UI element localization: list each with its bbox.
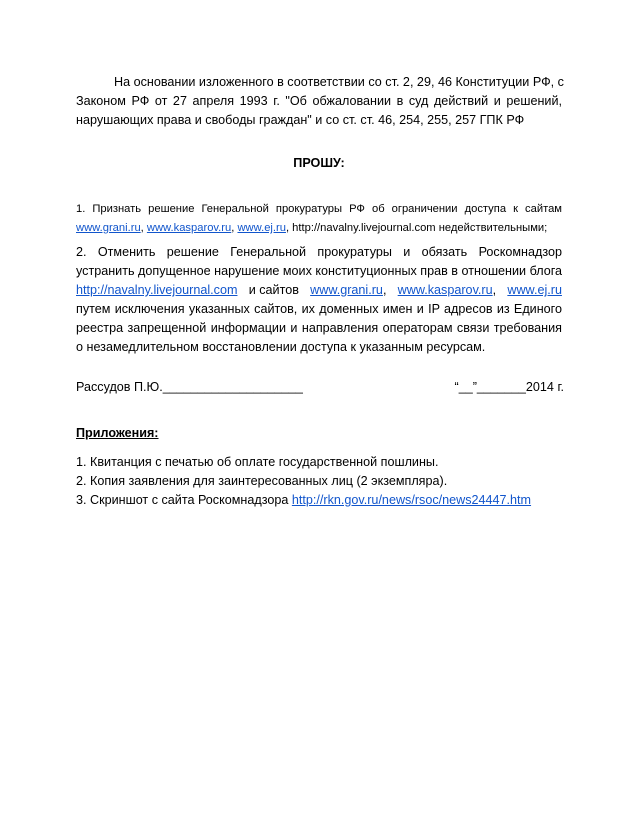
- item2-comma-1: ,: [382, 283, 387, 297]
- item2-line-2: устранить допущенное нарушение моих конституционных прав в отношении блога: [76, 264, 563, 278]
- item1-line-1: 1. Признать решение Генеральной прокуратуры РФ об ограничении доступа к сайтам: [76, 203, 562, 215]
- link-rkn[interactable]: http://rkn.gov.ru/news/rsoc/news24447.htm: [291, 493, 532, 507]
- item1-sep-2: ,: [231, 222, 238, 234]
- attachment-item-3-text: 3. Скриншот с сайта Роскомнадзора: [76, 493, 292, 507]
- intro-line-1: На основании изложенного в соответствии со ст. 2, 29, 46 Конституции РФ, с: [114, 75, 564, 89]
- link-kasparov[interactable]: www.kasparov.ru: [146, 222, 232, 234]
- signature-date: “__”_______2014 г.: [454, 380, 564, 394]
- item1-sep-1: ,: [140, 222, 147, 234]
- item2-line-1: 2. Отменить решение Генеральной прокуратуры и обязать Роскомнадзор: [76, 245, 562, 259]
- intro-paragraph: [76, 73, 562, 130]
- intro-line-2: Законом РФ от 27 апреля 1993 г. "Об обжаловании в суд действий и решений,: [76, 94, 562, 108]
- link-grani-2[interactable]: www.grani.ru: [310, 283, 383, 297]
- request-item-2: [76, 243, 562, 357]
- request-heading: [76, 154, 562, 173]
- attachments-list: [76, 453, 576, 510]
- attachment-item-1: 1. Квитанция с печатью об оплате государственной пошлины.: [76, 455, 439, 469]
- item2-line-6: о незамедлительном восстановлении доступа к указанным ресурсам.: [76, 340, 486, 354]
- item2-comma-2: ,: [492, 283, 497, 297]
- item2-line-4: путем исключения указанных сайтов, их доменных имен и IP адресов из Единого: [76, 302, 562, 316]
- request-item-1: [76, 200, 562, 238]
- link-ej-2[interactable]: www.ej.ru: [507, 283, 562, 297]
- link-ej[interactable]: www.ej.ru: [237, 222, 286, 234]
- signature-line: [76, 378, 564, 397]
- item2-kasparov-group: [398, 281, 496, 300]
- item2-grani-group: [310, 281, 386, 300]
- item1-tail: , http://navalny.livejournal.com недействительными;: [285, 222, 548, 234]
- link-kasparov-2[interactable]: www.kasparov.ru: [397, 283, 493, 297]
- request-heading-text: ПРОШУ:: [293, 156, 345, 170]
- item2-line-3: [76, 281, 562, 300]
- item2-line-5: реестра запрещенной информации и направления операторам связи требования: [76, 321, 562, 335]
- link-navalny[interactable]: http://navalny.livejournal.com: [76, 283, 238, 297]
- attachment-item-3: [76, 491, 576, 510]
- intro-line-3: нарушающих права и свободы граждан" и со ст. ст. 46, 254, 255, 257 ГПК РФ: [76, 113, 525, 127]
- attachment-item-2: 2. Копия заявления для заинтересованных лиц (2 экземпляра).: [76, 474, 448, 488]
- signature-row: [76, 378, 564, 397]
- item2-mid: и сайтов: [248, 283, 299, 297]
- signature-name: Рассудов П.Ю.____________________: [76, 380, 303, 394]
- attachments-section: [76, 424, 562, 443]
- attachments-heading: Приложения:: [76, 426, 159, 440]
- link-grani[interactable]: www.grani.ru: [76, 222, 141, 234]
- item1-line-2: [76, 219, 562, 238]
